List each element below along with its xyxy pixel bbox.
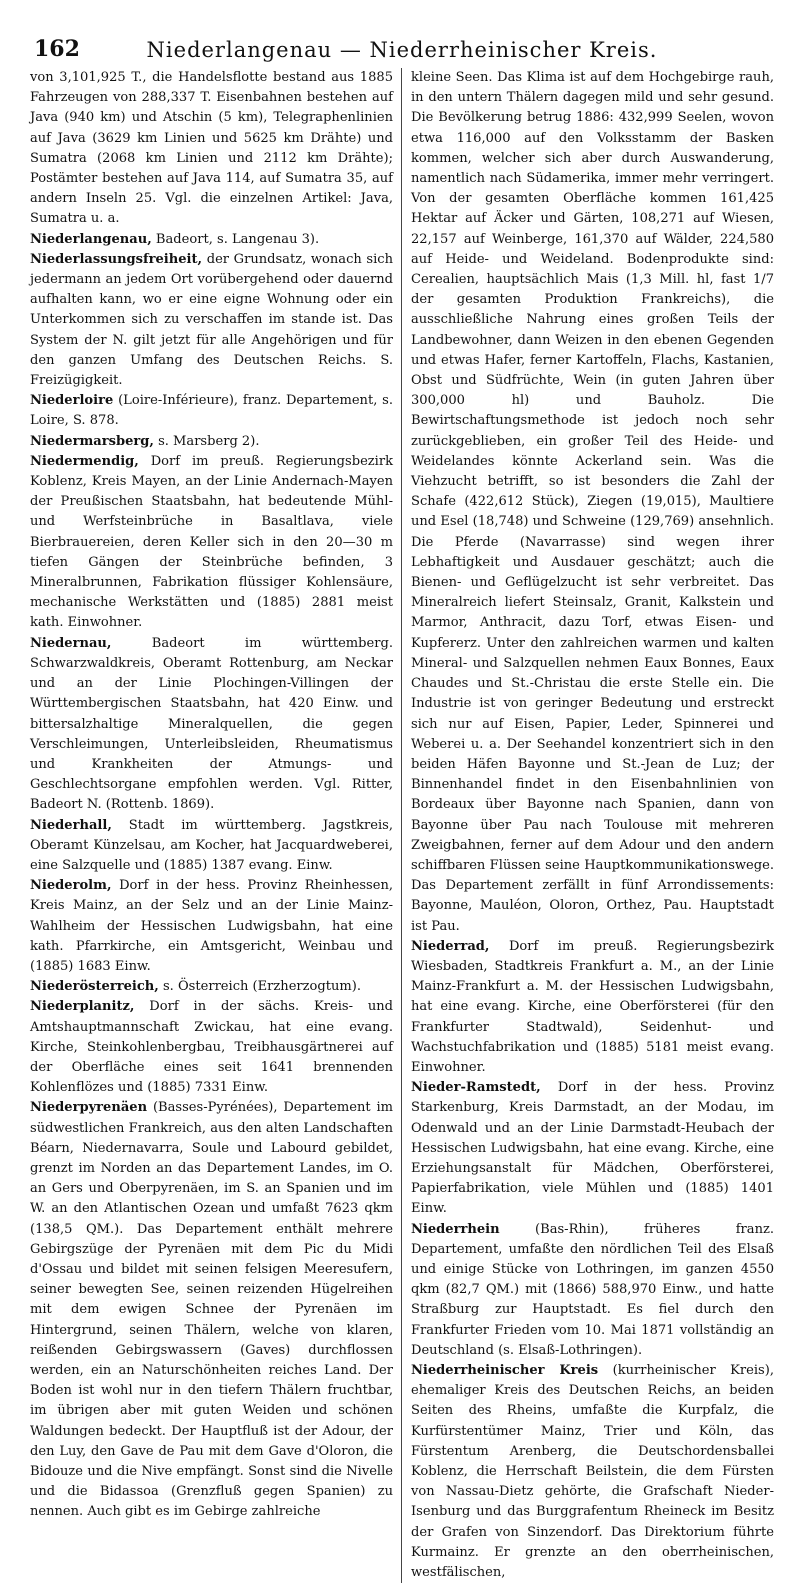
dictionary-entry (30, 452, 393, 634)
entry-headword: Niedermarsberg, (30, 433, 154, 449)
entry-headword: Niederplanitz, (30, 999, 135, 1015)
dictionary-entry (411, 1078, 774, 1219)
dictionary-entry (30, 1098, 393, 1522)
entry-text: von 3,101,925 T., die Handelsflotte bestand aus 1885 Fahrzeugen von 288,337 T. Eisenbahnen bestehen auf Java (940 km) und Atschin (5 km), Telegraphenlinien auf Java (3629 km Linien und 5625 km Drähte) und Sumatra (2068 km Linien und 2112 km Drähte); Postämter bestehen auf Java 114, auf Sumatra 35, auf andern Inseln 25. Vgl. die einzelnen Artikel: Java, Sumatra u. a. (30, 70, 393, 227)
entry-text: (Loire-Inférieure), franz. Departement, s. Loire, S. 878. (30, 393, 393, 429)
dictionary-entry (30, 997, 393, 1098)
dictionary-entry (411, 937, 774, 1078)
entry-headword: Niedermendig, (30, 453, 139, 469)
entry-text: (Basses-Pyrénées), Departement im südwestlichen Frankreich, aus den alten Landschaften Béarn, Niedernavarra, Soule und Labourd gebildet, grenzt im Norden an das Departement Landes, im O. an Gers und Oberpyrenäen, im S. an Spanien und im W. an den Atlantischen Ozean und umfaßt 7623 qkm (138,5 QM.). Das Departement enthält mehrere Gebirgszüge der Pyrenäen mit dem Pic du Midi d'Ossau und bildet mit seinen felsigen Meeresufern, seiner bewegten See, seinen reizenden Hügelreihen mit dem ewigen Schnee der Pyrenäen im Hintergrund, seinen Thälern, welche von klaren, reißenden Gebirgswassern (Gaves) durchflossen werden, ein an Naturschönheiten reiches Land. Der Boden ist wohl nur in den tiefern Thälern fruchtbar, im übrigen aber mit guten Weiden und schönen Waldungen bedeckt. Der Hauptfluß ist der Adour, der den Luy, den Gave de Pau mit dem Gave d'Oloron, die Bidouze und die Nive empfängt. Sonst sind die Nivelle und die Bidassoa (Grenzfluß gegen Spanien) zu nennen. Auch gibt es im Gebirge zahlreiche (30, 1100, 393, 1520)
entry-text: (Bas-Rhin), früheres franz. Departement, umfaßte den nördlichen Teil des Elsaß und einige Stücke von Lothringen, im ganzen 4550 qkm (82,7 QM.) mit (1866) 588,970 Einw., und hatte Straßburg zur Hauptstadt. Es fiel durch den Frankfurter Frieden vom 10. Mai 1871 vollständig an Deutschland (s. Elsaß-Lothringen). (411, 1221, 774, 1358)
entry-headword: Nieder-Ramstedt, (411, 1080, 541, 1096)
entry-text: Dorf in der sächs. Kreis- und Amtshauptmannschaft Zwickau, hat eine evang. Kirche, Steinkohlenbergbau, Treibhausgärtnerei auf der Oberfläche eines seit 1641 brennenden Kohlenflözes und (1885) 7331 Einw. (30, 999, 393, 1096)
dictionary-entry (30, 816, 393, 877)
entry-headword: Niederlassungsfreiheit, (30, 251, 203, 267)
dictionary-entry (411, 1220, 774, 1361)
dictionary-entry (30, 391, 393, 431)
entry-headword: Niederolm, (30, 878, 112, 894)
page-number: 162 (34, 36, 80, 62)
dictionary-entry (30, 230, 393, 250)
entry-text: s. Österreich (Erzherzogtum). (158, 979, 361, 995)
entry-text: der Grundsatz, wonach sich jedermann an jedem Ort vorübergehend oder dauernd aufhalten kann, wo er eine eigne Wohnung oder ein Unterkommen sich zu verschaffen im stande ist. Das System der N. gilt jetzt für alle Angehörigen und für den ganzen Umfang des Deutschen Reichs. S. Freizügigkeit. (30, 251, 393, 389)
running-head: Niederlangenau — Niederrheinischer Kreis. (146, 38, 658, 62)
entry-headword: Niederrad, (411, 938, 490, 954)
entry-text: Dorf im preuß. Regierungsbezirk Koblenz, Kreis Mayen, an der Linie Andernach-Mayen der Preußischen Staatsbahn, hat bedeutende Mühl- und Werfsteinbrüche in Basaltlava, viele Bierbrauereien, deren Keller sich in den 20—30 m tiefen Gängen der Steinbrüche befinden, 3 Mineralbrunnen, Fabrikation flüssiger Kohlensäure, mechanische Werkstätten und (1885) 2881 meist kath. Einwohner. (30, 453, 393, 631)
dictionary-entry (30, 250, 393, 391)
entry-text: Dorf in der hess. Provinz Rheinhessen, Kreis Mainz, an der Selz und an der Linie Mainz-Wahlheim der Hessischen Ludwigsbahn, hat eine kath. Pfarrkirche, ein Amtsgericht, Weinbau und (1885) 1683 Einw. (30, 878, 393, 974)
dictionary-entry (30, 977, 393, 997)
entry-headword: Niederpyrenäen (30, 1100, 148, 1116)
entry-text: s. Marsberg 2). (153, 433, 260, 449)
entry-text: Badeort, s. Langenau 3). (151, 231, 320, 247)
entry-headword: Niedernau, (30, 635, 112, 651)
left-column (30, 68, 401, 1583)
dictionary-entry (30, 634, 393, 816)
dictionary-entry (30, 68, 393, 230)
entry-text: Stadt im württemberg. Jagstkreis, Oberamt Künzelsau, am Kocher, hat Jacquardweberei, eine Salzquelle und (1885) 1387 evang. Einw. (30, 817, 393, 873)
entry-text: Dorf im preuß. Regierungsbezirk Wiesbaden, Stadtkreis Frankfurt a. M., an der Linie Mainz-Frankfurt a. M. der Hessischen Ludwigsbahn, hat eine evang. Kirche, eine Oberförsterei (für den Frankfurter Stadtwald), Seidenhut- und Wachstuchfabrikation und (1885) 5181 meist evang. Einwohner. (411, 938, 774, 1075)
entry-text: (kurrheinischer Kreis), ehemaliger Kreis des Deutschen Reichs, an beiden Seiten des Rheins, umfaßte die Kurpfalz, die Kurfürstentümer Mainz, Trier und Köln, das Fürstentum Arenberg, die Deutschordensballei Koblenz, die Herrschaft Beilstein, die dem Fürsten von Nassau-Dietz gehörte, die Grafschaft Nieder-Isenburg und das Burggrafentum Rheineck im Besitz der Grafen von Sinzendorf. Das Direktorium führte Kurmainz. Er grenzte an den oberrheinischen, westfälischen, (411, 1363, 774, 1581)
entry-headword: Niederhall, (30, 817, 112, 833)
entry-headword: Niederloire (30, 393, 114, 409)
dictionary-entry (411, 68, 774, 937)
page-header (30, 30, 774, 66)
dictionary-entry (30, 432, 393, 452)
entry-text: Badeort im württemberg. Schwarzwaldkreis, Oberamt Rottenburg, am Neckar und an der Linie Plochingen-Villingen der Württembergischen Staatsbahn, hat 420 Einw. und bittersalzhaltige Mineralquellen, die gegen Verschleimungen, Unterleibsleiden, Rheumatismus und Krankheiten der Atmungs- und Geschlechtsorgane empfohlen werden. Vgl. Ritter, Badeort N. (Rottenb. 1869). (30, 635, 393, 813)
dictionary-entry (411, 1361, 774, 1583)
entry-text: kleine Seen. Das Klima ist auf dem Hochgebirge rauh, in den untern Thälern dagegen mild und sehr gesund. Die Bevölkerung betrug 1886: 432,999 Seelen, wovon etwa 116,000 auf den Volksstamm der Basken kommen, welcher sich aber durch Auswanderung, namentlich nach Südamerika, immer mehr verringert. Von der gesamten Oberfläche kommen 161,425 Hektar auf Äcker und Gärten, 108,271 auf Wiesen, 22,157 auf Weinberge, 161,370 auf Wälder, 224,580 auf Heide- und Weideland. Bodenprodukte sind: Cerealien, hauptsächlich Mais (1,3 Mill. hl, fast 1/7 der gesamten Produktion Frankreichs), die ausschließliche Nahrung eines großen Teils der Landbewohner, dann Weizen in den ebenen Gegenden und etwas Hafer, ferner Kartoffeln, Flachs, Kastanien, Obst und Südfrüchte, Wein (in guten Jahren über 300,000 hl) und Bauholz. Die Bewirtschaftungsmethode ist jedoch noch sehr zurückgeblieben, ein großer Teil des Heide- und Weidelandes könnte Ackerland sein. Was die Viehzucht betrifft, so ist besonders die Zahl der Schafe (422,612 Stück), Ziegen (19,015), Maultiere und Esel (18,748) und Schweine (129,769) ansehnlich. Die Pferde (Navarrasse) sind wegen ihrer Lebhaftigkeit und Ausdauer geschätzt; auch die Bienen- und Geflügelzucht ist sehr verbreitet. Das Mineralreich liefert Steinsalz, Granit, Kalkstein und Marmor, Anthracit, dazu Torf, etwas Eisen- und Kupfererz. Unter den zahlreichen warmen und kalten Mineral- und Salzquellen nehmen Eaux Bonnes, Eaux Chaudes und St.-Christau die erste Stelle ein. Die Industrie ist von geringer Bedeutung und erstreckt sich nur auf Eisen, Papier, Leder, Spinnerei und Weberei u. a. Der Seehandel konzentriert sich in den beiden Häfen Bayonne und St.-Jean de Luz; der Binnenhandel findet in den Eisenbahnlinien von Bordeaux über Bayonne nach Spanien, dann von Bayonne über Pau nach Toulouse mit mehreren Zweigbahnen, ferner auf dem Adour und den andern schiffbaren Flüssen seine Hauptkommunikationswege. Das Departement zerfällt in fünf Arrondissements: Bayonne, Mauléon, Oloron, Orthez, Pau. Hauptstadt ist Pau. (411, 70, 774, 934)
entry-text: Dorf in der hess. Provinz Starkenburg, Kreis Darmstadt, an der Modau, im Odenwald und an der Linie Darmstadt-Heubach der Hessischen Ludwigsbahn, hat eine evang. Kirche, eine Erziehungsanstalt für Mädchen, Oberförsterei, Papierfabrikation, viele Mühlen und (1885) 1401 Einw. (411, 1080, 774, 1217)
dictionary-entry (30, 876, 393, 977)
right-column (401, 68, 774, 1583)
entry-headword: Niederlangenau, (30, 231, 152, 247)
entry-headword: Niederösterreich, (30, 979, 159, 995)
two-column-body (30, 68, 774, 1583)
entry-headword: Niederrhein (411, 1221, 500, 1237)
entry-headword: Niederrheinischer Kreis (411, 1363, 599, 1378)
